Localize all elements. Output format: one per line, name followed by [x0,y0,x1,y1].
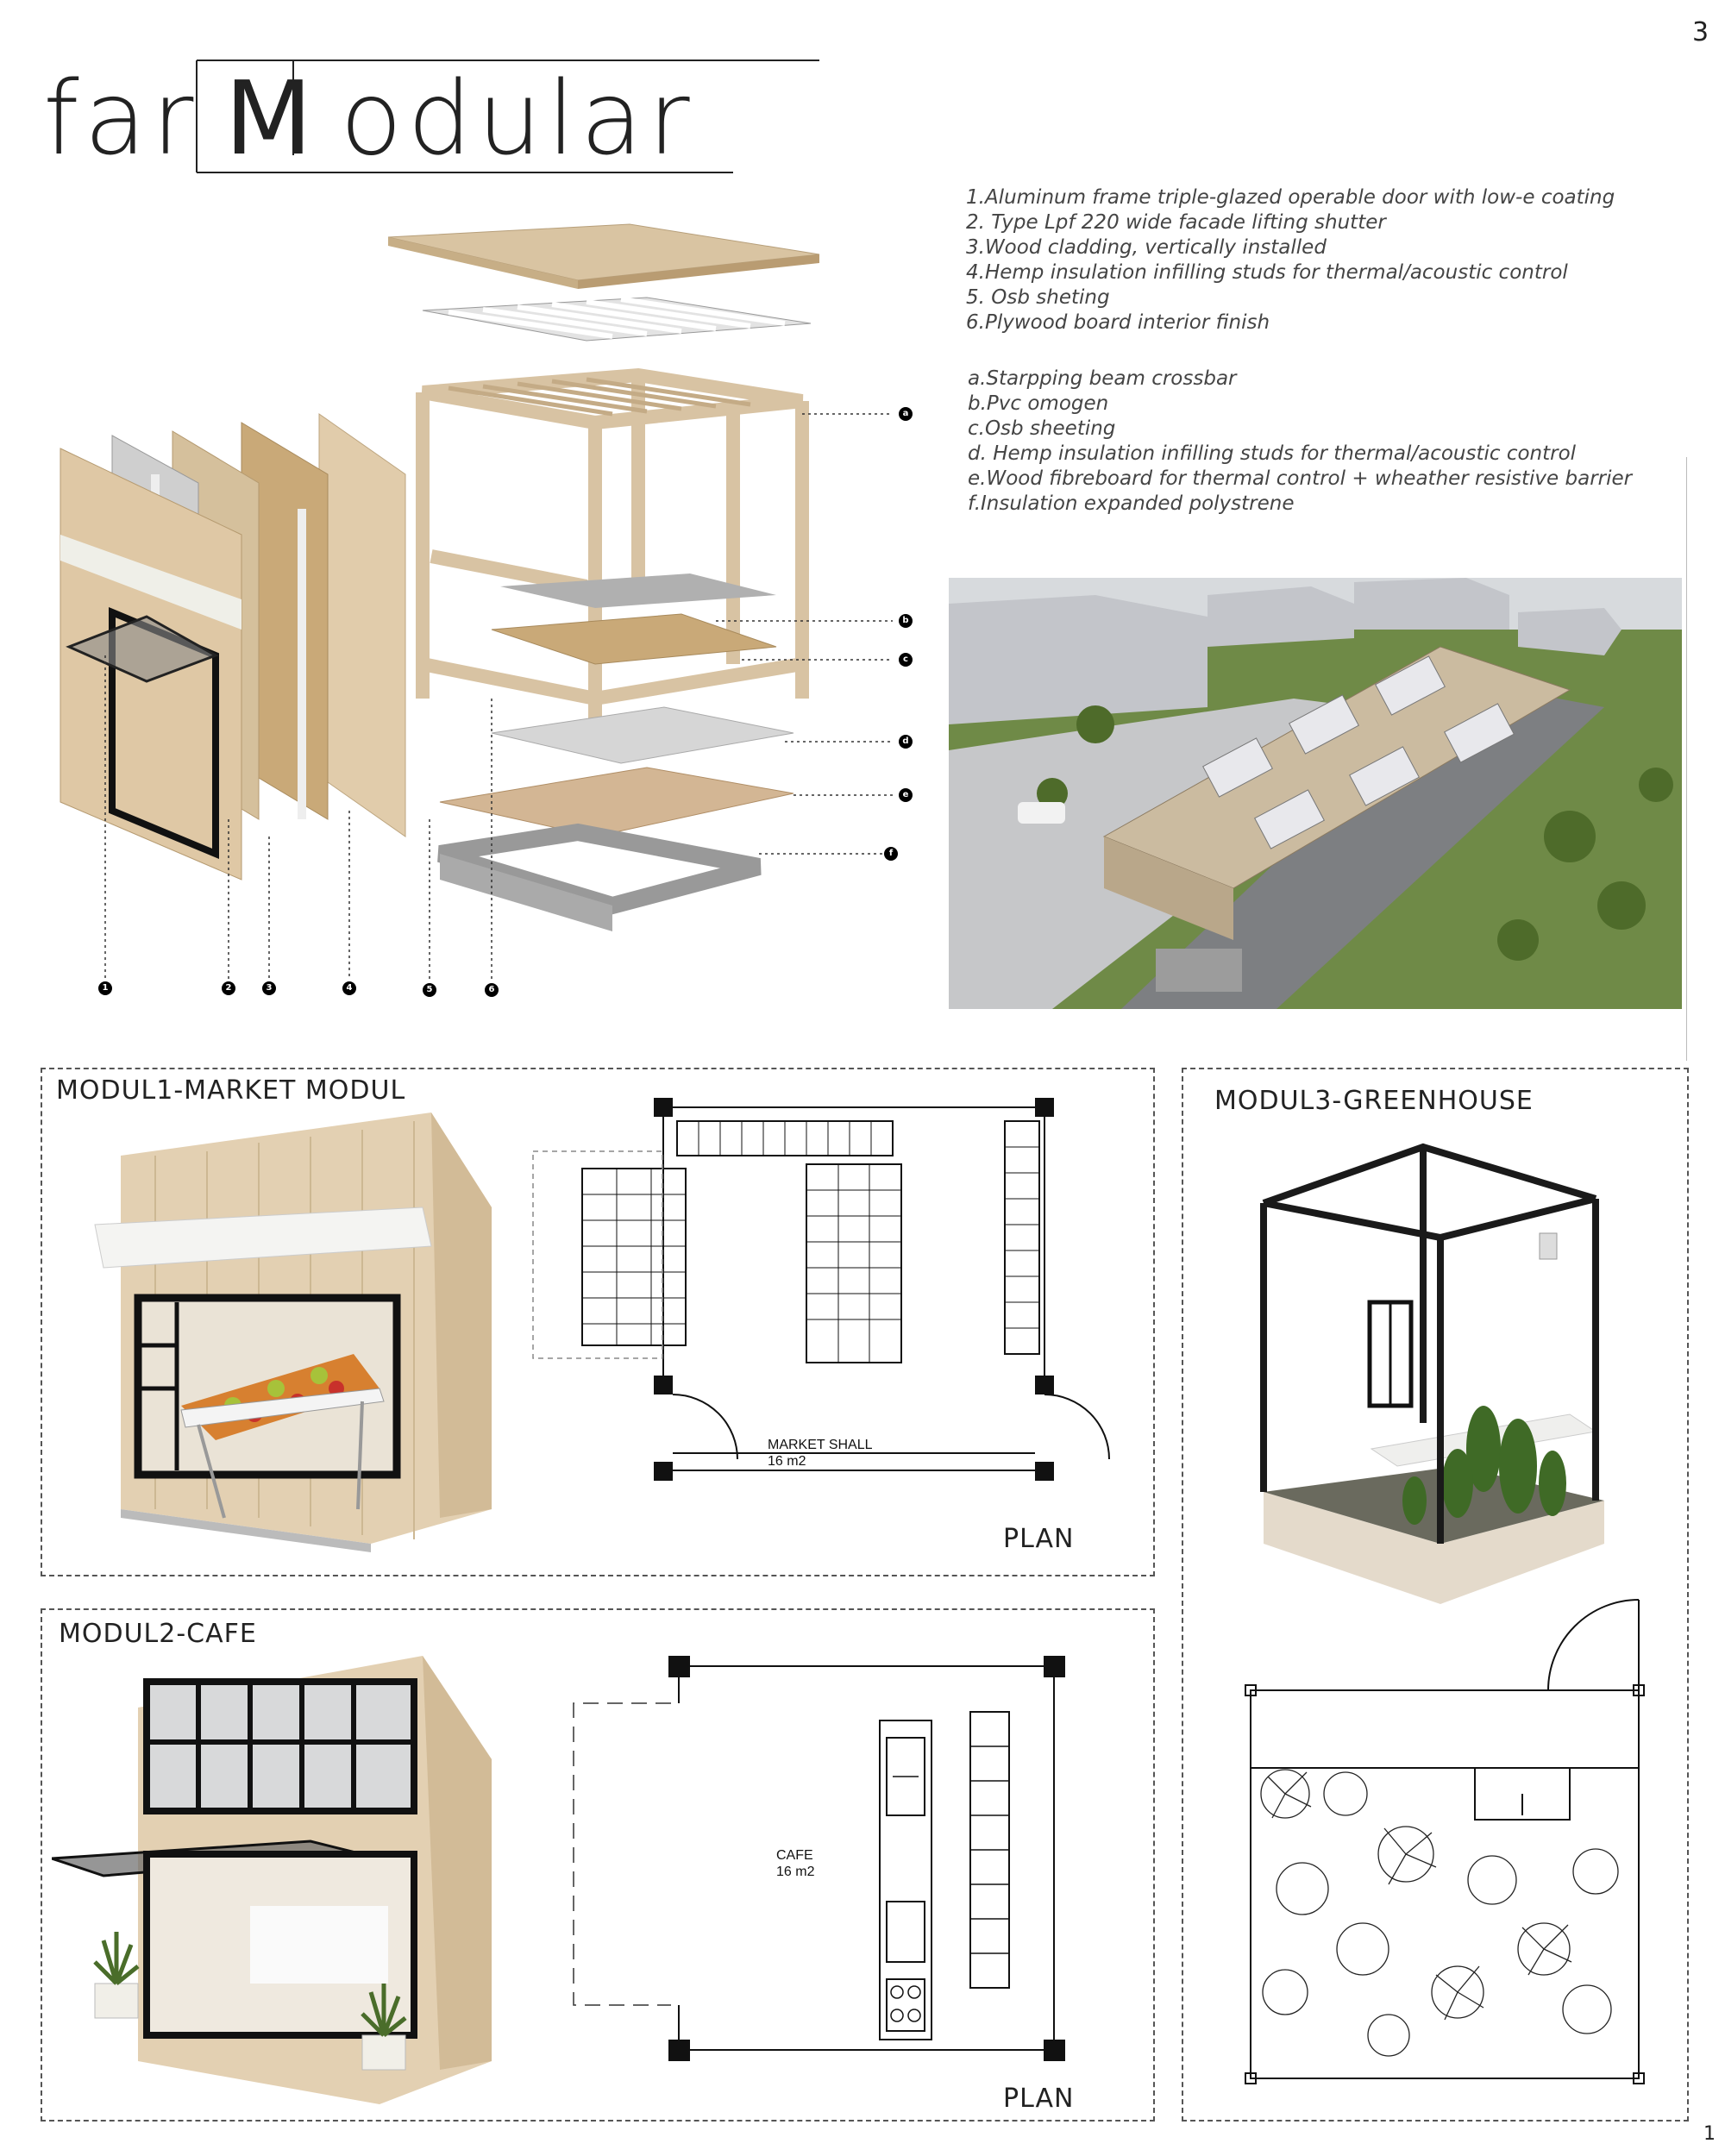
render-edge-line [1686,457,1687,1061]
legend-item-f: f.Insulation expanded polystrene [968,492,1295,515]
legend-item-c: c.Osb sheeting [968,417,1116,440]
callout-a: a [899,407,913,421]
legend-item-e: e.Wood fibreboard for thermal control + wheather resistive barrier [968,467,1633,490]
legend-item-4: 4.Hemp insulation infilling studs for thermal/acoustic control [966,261,1568,284]
greenhouse-module-title: MODUL3-GREENHOUSE [1214,1086,1534,1116]
legend-numbered [966,185,1615,335]
fibreboard-layer [440,768,794,837]
greenhouse-plan [1233,1595,1665,2096]
callout-d: d [899,735,913,749]
hemp-insulation-layer [492,707,794,763]
callout-c: c [899,653,913,667]
cafe-plan-label: PLAN [1003,2084,1075,2114]
legend-item-d: d. Hemp insulation infilling studs for thermal/acoustic control [968,442,1577,465]
exploded-axonometric [43,216,940,1009]
market-room-name: MARKET SHALL [768,1438,873,1452]
market-module-title: MODUL1-MARKET MODUL [56,1075,406,1106]
market-room-area: 16 m2 [768,1454,806,1469]
callout-6: 6 [485,983,499,997]
legend-item-a: a.Starpping beam crossbar [968,367,1237,390]
timber-frame [423,375,802,733]
callout-1: 1 [98,981,112,995]
market-module-render [86,1104,500,1552]
market-room-label [768,1437,873,1470]
legend-lettered [968,367,1632,517]
cafe-room-name: CAFE [776,1848,813,1863]
greenhouse-render [1242,1138,1630,1621]
logo-part-odular: odular [340,59,695,178]
plant-symbols [1261,1770,1618,2056]
legend-item-3: 3.Wood cladding, vertically installed [966,236,1327,259]
logo-part-m: M [224,59,318,178]
pvc-battens-layer [423,298,811,341]
market-plan-label: PLAN [1003,1524,1075,1554]
legend-item-5: 5. Osb sheting [966,286,1110,309]
cafe-module-title: MODUL2-CAFE [59,1619,257,1649]
logo [43,52,837,181]
legend-item-1: 1.Aluminum frame triple-glazed operable door with low-e coating [966,186,1615,209]
legend-item-b: b.Pvc omogen [968,392,1109,415]
legend-item-2: 2. Type Lpf 220 wide facade lifting shutter [966,211,1386,234]
aerial-render [949,578,1682,1009]
callout-e: e [899,788,913,802]
page-number-top: 3 [1692,17,1709,47]
cafe-module-render [52,1647,500,2113]
page-number-bottom: 1 [1703,2123,1716,2145]
callout-5: 5 [423,983,436,997]
logo-part-far: far [43,59,199,178]
cafe-room-area: 16 m2 [776,1865,815,1879]
market-module-plan [526,1091,1147,1539]
legend-item-6: 6.Plywood board interior finish [966,311,1270,334]
callout-4: 4 [342,981,356,995]
callout-f: f [884,847,898,861]
callout-2: 2 [222,981,235,995]
plywood-panel [319,414,405,837]
cafe-module-plan [561,1643,1078,2091]
cafe-room-label [776,1847,814,1880]
callout-b: b [899,614,913,628]
potted-plant-left [95,1932,138,2018]
callout-3: 3 [262,981,276,995]
